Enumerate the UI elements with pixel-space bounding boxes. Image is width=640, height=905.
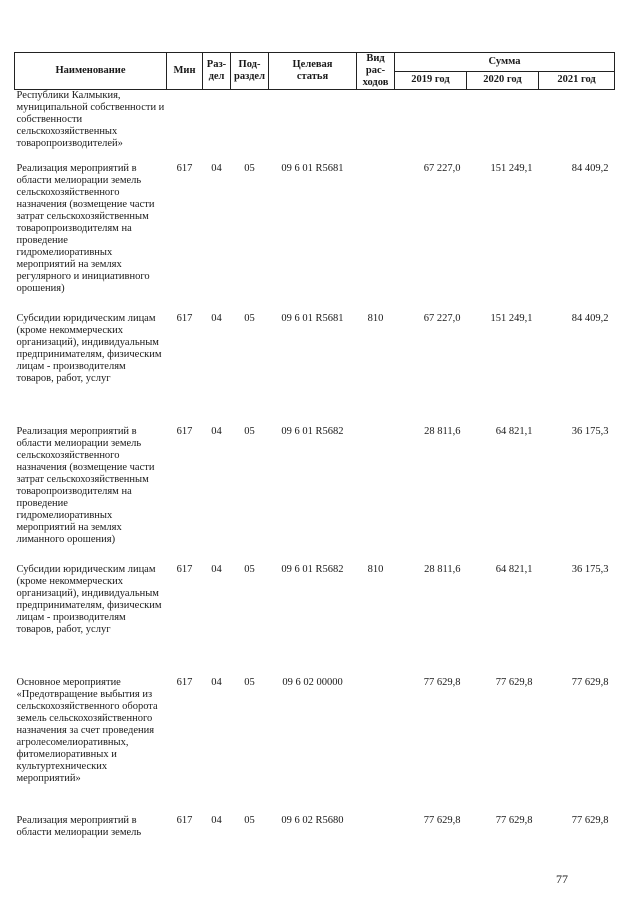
row-name: Республики Калмыкия, муниципальной собственности и собственности сельскохозяйственных товаропроизводителей» xyxy=(16,90,165,149)
row-min: 617 xyxy=(176,425,193,437)
row-vid xyxy=(357,815,395,845)
row-target: 09 6 01 R5682 xyxy=(281,425,344,437)
row-razdel: 04 xyxy=(211,425,222,437)
row-name: Реализация мероприятий в области мелиорации земель сельскохозяйственного назначения (возмещение части затрат сельскохозяйственным товаропроизводителям на проведение гидромелиоративных мероприятий на землях регулярного и инициативного орошения) xyxy=(16,162,155,294)
page-number: 77 xyxy=(556,872,568,886)
row-min: 617 xyxy=(176,312,193,324)
row-vid: 810 xyxy=(367,563,384,575)
header-vid: Вид рас- ходов xyxy=(357,53,395,90)
row-2021: 77 629,8 xyxy=(571,814,609,826)
row-min: 617 xyxy=(176,162,193,174)
row-2021: 77 629,8 xyxy=(571,676,609,688)
row-target xyxy=(269,90,357,163)
row-name: Основное мероприятие «Предотвращение выбытия из сельскохозяйственного оборота земель сельскохозяйственного назначения за счет проведения агролесомелиоративных, фитомелиоративных и культуртехнических мероприятий» xyxy=(16,676,158,784)
row-razdel xyxy=(203,90,231,163)
row-podrazdel: 05 xyxy=(244,814,255,826)
row-target: 09 6 02 00000 xyxy=(282,676,343,688)
row-podrazdel: 05 xyxy=(244,563,255,575)
header-name: Наименование xyxy=(15,53,167,90)
row-2019: 67 227,0 xyxy=(423,312,461,324)
row-min xyxy=(167,90,203,163)
table-row xyxy=(15,163,615,313)
row-min: 617 xyxy=(176,814,193,826)
row-2021 xyxy=(539,90,615,163)
table-row xyxy=(15,426,615,564)
row-2020: 64 821,1 xyxy=(495,425,533,437)
table-row xyxy=(15,677,615,815)
row-2020: 151 249,1 xyxy=(490,162,533,174)
row-target: 09 6 01 R5682 xyxy=(281,563,344,575)
table-row xyxy=(15,564,615,677)
row-vid xyxy=(357,426,395,564)
row-podrazdel: 05 xyxy=(244,312,255,324)
row-vid xyxy=(357,677,395,815)
row-vid: 810 xyxy=(367,312,384,324)
row-2019: 28 811,6 xyxy=(424,563,461,575)
row-razdel: 04 xyxy=(211,162,222,174)
row-razdel: 04 xyxy=(211,563,222,575)
budget-table xyxy=(14,52,615,845)
row-2021: 36 175,3 xyxy=(571,563,609,575)
row-vid xyxy=(357,90,395,163)
row-name: Реализация мероприятий в области мелиорации земель xyxy=(16,814,142,838)
header-target: Целевая статья xyxy=(269,53,357,90)
row-target: 09 6 01 R5681 xyxy=(281,162,344,174)
row-podrazdel: 05 xyxy=(244,162,255,174)
header-summa: Сумма xyxy=(395,53,615,72)
row-2021: 84 409,2 xyxy=(571,312,609,324)
row-podrazdel xyxy=(231,90,269,163)
row-target: 09 6 01 R5681 xyxy=(281,312,344,324)
row-2021: 36 175,3 xyxy=(571,425,609,437)
row-2020: 151 249,1 xyxy=(490,312,533,324)
row-name: Субсидии юридическим лицам (кроме некоммерческих организаций), индивидуальным предпринимателям, физическим лицам - производителям товаров, работ, услуг xyxy=(16,312,162,384)
header-podrazdel: Под- раздел xyxy=(231,53,269,90)
row-razdel: 04 xyxy=(211,312,222,324)
row-min: 617 xyxy=(176,676,193,688)
table-row xyxy=(15,815,615,845)
row-name: Реализация мероприятий в области мелиорации земель сельскохозяйственного назначения (возмещение части затрат сельскохозяйственным товаропроизводителям на проведение гидромелиоративных мероприятий на землях лиманного орошения) xyxy=(16,425,155,545)
table-row xyxy=(15,90,615,163)
row-2019: 77 629,8 xyxy=(423,814,461,826)
row-podrazdel: 05 xyxy=(244,676,255,688)
row-2019: 67 227,0 xyxy=(423,162,461,174)
row-2020: 77 629,8 xyxy=(495,814,533,826)
row-razdel: 04 xyxy=(211,676,222,688)
row-2020 xyxy=(467,90,539,163)
header-2020: 2020 год xyxy=(467,71,539,90)
row-2020: 64 821,1 xyxy=(495,563,533,575)
header-razdel: Раз- дел xyxy=(203,53,231,90)
row-2019 xyxy=(395,90,467,163)
header-2019: 2019 год xyxy=(395,71,467,90)
row-2019: 28 811,6 xyxy=(424,425,461,437)
row-name: Субсидии юридическим лицам (кроме некоммерческих организаций), индивидуальным предпринимателям, физическим лицам - производителям товаров, работ, услуг xyxy=(16,563,162,635)
table-row xyxy=(15,313,615,426)
row-2020: 77 629,8 xyxy=(495,676,533,688)
budget-table-page xyxy=(14,52,614,845)
header-2021: 2021 год xyxy=(539,71,615,90)
header-min: Мин xyxy=(167,53,203,90)
row-2019: 77 629,8 xyxy=(423,676,461,688)
row-min: 617 xyxy=(176,563,193,575)
row-vid xyxy=(357,163,395,313)
row-razdel: 04 xyxy=(211,814,222,826)
row-podrazdel: 05 xyxy=(244,425,255,437)
row-2021: 84 409,2 xyxy=(571,162,609,174)
row-target: 09 6 02 R5680 xyxy=(281,814,344,826)
